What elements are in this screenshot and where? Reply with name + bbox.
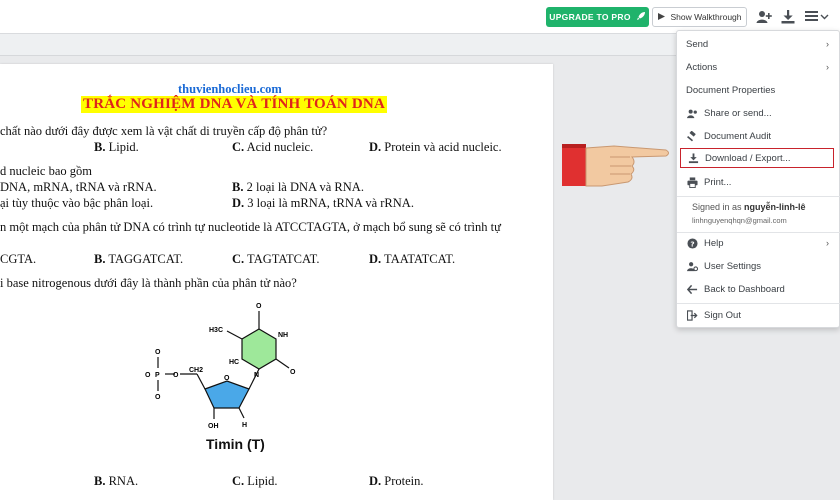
pointing-hand-icon	[562, 132, 672, 194]
signed-in-info: Signed in as nguyễn-linh-lê	[692, 202, 806, 212]
label-o-minus-bottom: O	[155, 394, 161, 401]
menu-item-print[interactable]	[677, 172, 840, 192]
q4-option-d: D. Protein.	[369, 474, 424, 488]
sugar-ring	[205, 381, 249, 408]
menu-item-user-settings[interactable]	[677, 256, 840, 276]
label-n: N	[254, 372, 260, 379]
menu-item-send[interactable]	[677, 34, 840, 54]
molecule-caption: Timin (T)	[206, 436, 265, 452]
walkthrough-label: Show Walkthrough	[670, 12, 742, 22]
menu-actions-label: Actions	[686, 61, 718, 73]
question-2: d nucleic bao gồm	[0, 164, 92, 178]
label-ch3: H3C	[209, 327, 224, 334]
menu-item-share[interactable]	[677, 103, 840, 123]
q4-option-c: C. Lipid.	[232, 474, 278, 488]
share-users-icon	[686, 107, 698, 119]
printer-icon	[686, 176, 698, 188]
question-4: i base nitrogenous dưới đây là thành phần của phân tử nào?	[0, 276, 297, 290]
hamburger-icon	[805, 10, 818, 25]
chevron-down-icon	[820, 10, 829, 24]
gavel-icon	[686, 130, 698, 142]
q2-option-b: B. 2 loại là DNA và RNA.	[232, 180, 364, 194]
upgrade-label: UPGRADE TO PRO	[549, 12, 631, 22]
chevron-right-icon: ›	[826, 39, 829, 49]
menu-divider	[677, 196, 840, 197]
main-dropdown-menu	[676, 30, 840, 328]
q3-option-d: D. TAATATCAT.	[369, 252, 456, 266]
q2-option-a: DNA, mRNA, tRNA và rRNA.	[0, 180, 157, 194]
sign-out-icon	[686, 309, 698, 321]
label-ring-o: O	[224, 375, 230, 382]
rocket-icon	[636, 11, 646, 23]
chevron-right-icon: ›	[826, 62, 829, 72]
document-page	[0, 64, 553, 500]
label-h: H	[242, 422, 248, 429]
document-title: TRẮC NGHIỆM DNA VÀ TÍNH TOÁN DNA	[83, 96, 385, 112]
help-icon	[686, 237, 698, 249]
q1-option-d: D. Protein và acid nucleic.	[369, 140, 502, 154]
menu-item-download-export[interactable]	[680, 148, 834, 168]
question-1: chất nào dưới đây được xem là vật chất di truyền cấp độ phân tử?	[0, 124, 328, 138]
label-p: P	[155, 372, 160, 379]
menu-dashboard-label: Back to Dashboard	[704, 283, 785, 295]
label-o-p: O	[145, 372, 151, 379]
label-o-top: O	[256, 303, 262, 310]
menu-print-label: Print...	[704, 176, 732, 188]
add-user-icon[interactable]	[756, 9, 772, 25]
label-o-link: O	[173, 372, 179, 379]
base-ring	[242, 329, 276, 369]
label-nh: NH	[278, 332, 289, 339]
menu-divider	[677, 303, 840, 304]
q2-option-c: ại tùy thuộc vào bậc phân loại.	[0, 196, 154, 210]
user-gear-icon	[686, 260, 698, 272]
q3-option-a: CGTA.	[0, 252, 37, 266]
menu-help-label: Help	[704, 237, 724, 249]
show-walkthrough-button[interactable]	[652, 7, 747, 27]
menu-item-document-audit[interactable]	[677, 126, 840, 146]
download-icon	[687, 152, 699, 164]
q3-option-b: B. TAGGATCAT.	[94, 252, 184, 266]
q4-option-b: B. RNA.	[94, 474, 139, 488]
arrow-left-icon	[686, 283, 698, 295]
menu-item-actions[interactable]	[677, 57, 840, 77]
menu-signout-label: Sign Out	[704, 309, 741, 321]
upgrade-to-pro-button[interactable]	[546, 7, 649, 27]
menu-item-back-to-dashboard[interactable]	[677, 279, 840, 299]
q1-option-b: B. Lipid.	[94, 140, 139, 154]
label-hc: HC	[229, 359, 240, 366]
menu-item-document-properties[interactable]	[677, 80, 840, 100]
question-3: n một mạch của phân tử DNA có trình tự nucleotide là ATCCTAGTA, ở mạch bổ sung sẽ có trình tự	[0, 220, 501, 234]
chevron-right-icon: ›	[826, 238, 829, 248]
label-oh: OH	[208, 423, 219, 430]
menu-settings-label: User Settings	[704, 260, 762, 272]
label-o-right: O	[290, 369, 296, 376]
main-menu-toggle[interactable]	[805, 8, 835, 26]
site-title: thuvienhoclieu.com	[178, 82, 282, 96]
menu-doc-props-label: Document Properties	[686, 84, 776, 96]
menu-download-label: Download / Export...	[705, 152, 791, 164]
menu-item-sign-out[interactable]	[677, 305, 840, 325]
svg-text:?: ?	[689, 238, 695, 248]
q1-option-c: C. Acid nucleic.	[232, 140, 314, 154]
q2-option-d: D. 3 loại là mRNA, tRNA và rRNA.	[232, 196, 414, 210]
menu-send-label: Send	[686, 38, 709, 50]
label-ch2: CH2	[189, 367, 204, 374]
label-o-minus-top: O	[155, 349, 161, 356]
play-icon	[657, 12, 666, 23]
download-icon[interactable]	[780, 9, 796, 25]
signed-in-user: nguyễn-linh-lê	[744, 202, 806, 212]
thymine-structure-image	[145, 294, 305, 434]
menu-share-label: Share or send...	[704, 107, 772, 119]
signed-in-email: linhnguyenqhqn@gmail.com	[692, 216, 787, 225]
menu-item-help[interactable]	[677, 233, 840, 253]
menu-audit-label: Document Audit	[704, 130, 772, 142]
top-toolbar	[0, 0, 840, 34]
q3-option-c: C. TAGTATCAT.	[232, 252, 320, 266]
